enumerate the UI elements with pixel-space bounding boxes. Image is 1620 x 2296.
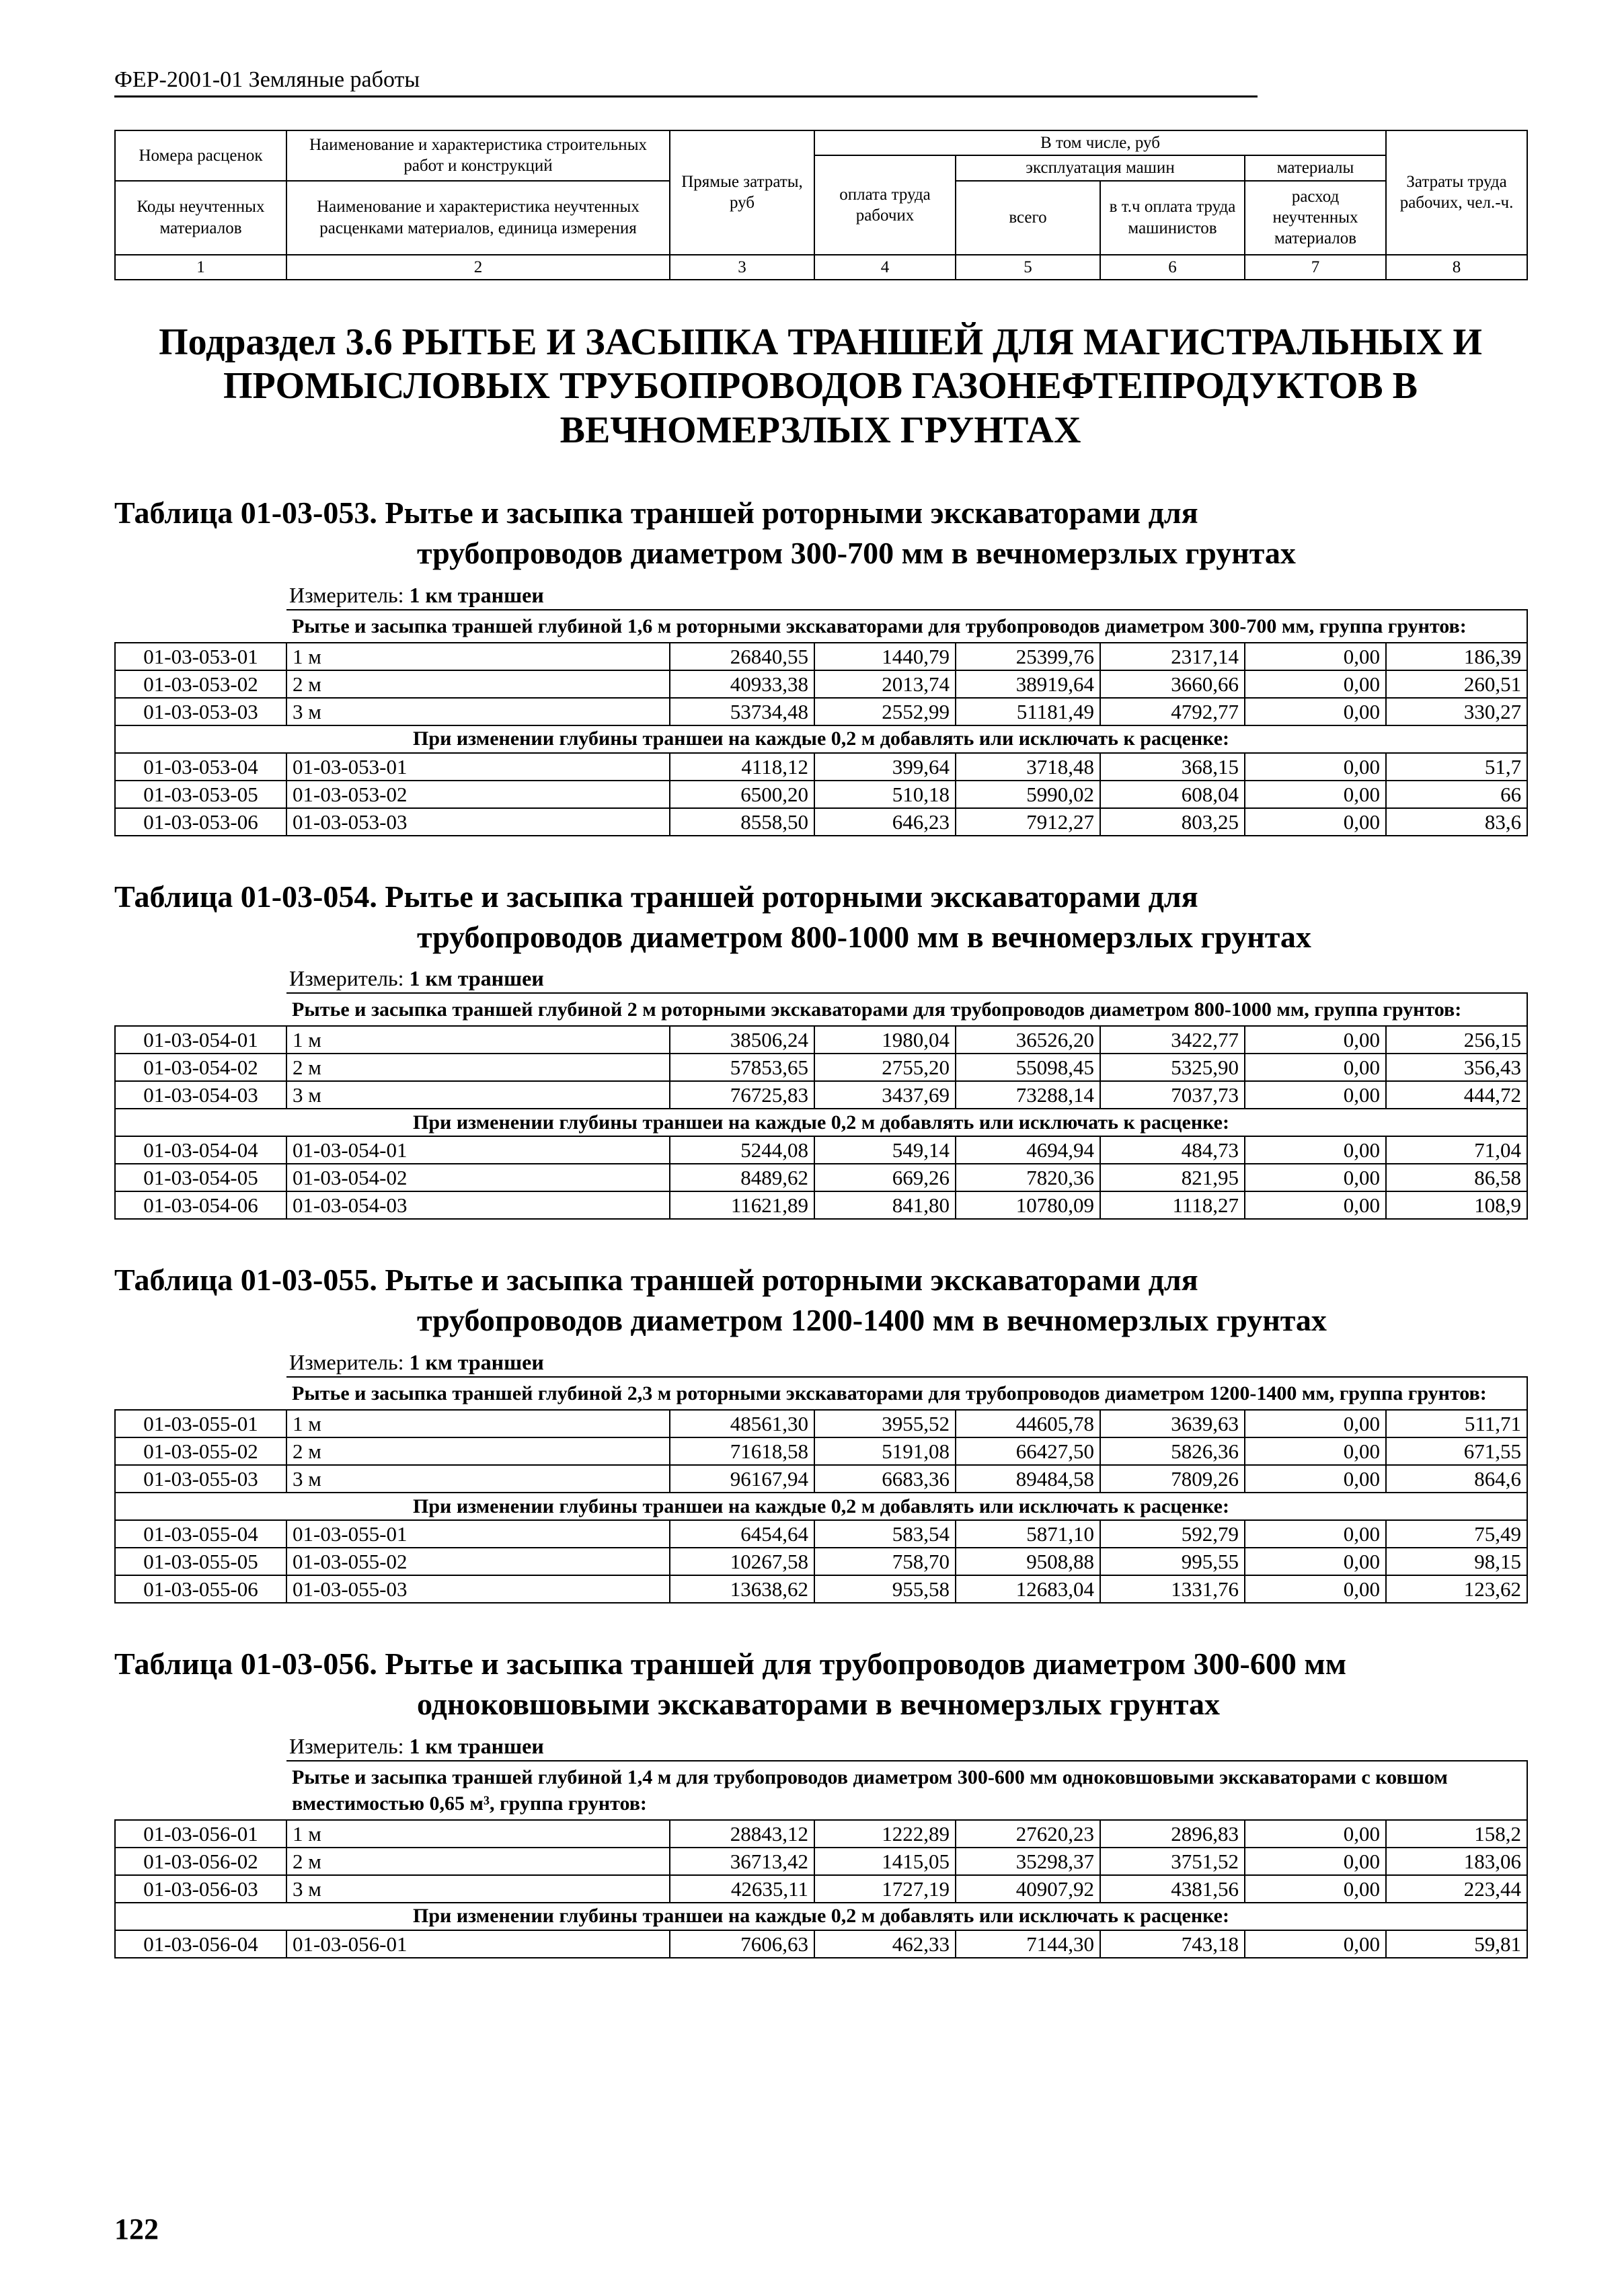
rate-value: 11621,89: [670, 1191, 814, 1219]
header-number: 1: [115, 255, 286, 280]
rate-value: 549,14: [814, 1136, 956, 1164]
table-description-row: [115, 1377, 1527, 1410]
meter-line: [289, 966, 1527, 991]
rate-value: 841,80: [814, 1191, 956, 1219]
table-title-line2: одноковшовыми экскаваторами в вечномерзлых грунтах: [417, 1686, 1221, 1721]
table-title-line1: Таблица 01-03-055. Рытье и засыпка траншей роторными экскаваторами для: [114, 1263, 1198, 1298]
rate-value: 42635,11: [670, 1875, 814, 1903]
table-row: [115, 1848, 1527, 1875]
rate-value: 3718,48: [956, 753, 1100, 781]
rate-name: 1 м: [286, 1820, 670, 1848]
rate-value: 743,18: [1100, 1930, 1245, 1958]
rate-value: 3422,77: [1100, 1026, 1245, 1054]
rate-value: 399,64: [814, 753, 956, 781]
rate-value: 5990,02: [956, 781, 1100, 808]
rate-name: 1 м: [286, 643, 670, 670]
document-page: [114, 67, 1527, 1958]
table-row: [115, 1164, 1527, 1191]
rate-value: 10267,58: [670, 1548, 814, 1575]
table-description-row: [115, 993, 1527, 1026]
rate-value: 0,00: [1245, 1136, 1386, 1164]
table-row: [115, 1520, 1527, 1548]
rate-value: 3639,63: [1100, 1410, 1245, 1437]
rate-value: 7820,36: [956, 1164, 1100, 1191]
rate-code: 01-03-054-01: [115, 1026, 286, 1054]
rate-value: 444,72: [1386, 1081, 1527, 1109]
rate-value: 995,55: [1100, 1548, 1245, 1575]
rate-value: 53734,48: [670, 698, 814, 725]
rate-code: 01-03-053-01: [115, 643, 286, 670]
table-description: Рытье и засыпка траншей глубиной 2,3 м роторными экскаваторами для трубопроводов диаметром 1200-1400 мм, группа грунтов:: [286, 1377, 1527, 1410]
rate-name: 01-03-054-02: [286, 1164, 670, 1191]
rate-value: 123,62: [1386, 1575, 1527, 1603]
rate-name: 2 м: [286, 670, 670, 698]
rate-value: 608,04: [1100, 781, 1245, 808]
rate-name: 2 м: [286, 1848, 670, 1875]
rate-value: 592,79: [1100, 1520, 1245, 1548]
table-title: [114, 1260, 1527, 1341]
rate-value: 5325,90: [1100, 1054, 1245, 1081]
rate-value: 2317,14: [1100, 643, 1245, 670]
table-row: [115, 1410, 1527, 1437]
rate-code: 01-03-053-03: [115, 698, 286, 725]
rate-value: 1440,79: [814, 643, 956, 670]
rate-value: 83,6: [1386, 808, 1527, 836]
rate-value: 0,00: [1245, 1820, 1386, 1848]
rate-value: 51,7: [1386, 753, 1527, 781]
section-title: Подраздел 3.6 РЫТЬЕ И ЗАСЫПКА ТРАНШЕЙ ДЛЯ МАГИСТРАЛЬНЫХ И ПРОМЫСЛОВЫХ ТРУБОПРОВОДОВ ГАЗОНЕФТЕПРОДУКТОВ В ВЕЧНОМЕРЗЛЫХ ГРУНТАХ: [159, 321, 1482, 451]
rate-value: 10780,09: [956, 1191, 1100, 1219]
rate-value: 864,6: [1386, 1465, 1527, 1493]
table-row: [115, 781, 1527, 808]
rate-value: 40933,38: [670, 670, 814, 698]
rate-code: 01-03-056-04: [115, 1930, 286, 1958]
table-row: [115, 1548, 1527, 1575]
rate-value: 0,00: [1245, 1191, 1386, 1219]
header-col4: оплата труда рабочих: [814, 155, 956, 254]
tables-container: [114, 493, 1527, 1958]
table-row: [115, 1875, 1527, 1903]
rate-value: 158,2: [1386, 1820, 1527, 1848]
rate-value: 186,39: [1386, 643, 1527, 670]
rate-value: 7037,73: [1100, 1081, 1245, 1109]
table-row: [115, 1081, 1527, 1109]
rate-name: 3 м: [286, 1081, 670, 1109]
rate-name: 2 м: [286, 1437, 670, 1465]
rate-value: 6500,20: [670, 781, 814, 808]
depth-note: При изменении глубины траншеи на каждые 0,2 м добавлять или исключать к расценке:: [115, 1493, 1527, 1520]
rate-value: 8558,50: [670, 808, 814, 836]
rate-value: 0,00: [1245, 1054, 1386, 1081]
meter-line: [289, 1734, 1527, 1759]
table-row: [115, 698, 1527, 725]
rate-value: 38919,64: [956, 670, 1100, 698]
rate-name: 01-03-054-03: [286, 1191, 670, 1219]
header-col5: всего: [956, 181, 1100, 255]
rate-name: 01-03-056-01: [286, 1930, 670, 1958]
header-col1-top: Номера расценок: [115, 130, 286, 181]
depth-note-row: [115, 1493, 1527, 1520]
rate-value: 484,73: [1100, 1136, 1245, 1164]
rate-code: 01-03-055-01: [115, 1410, 286, 1437]
meter-label: Измеритель:: [289, 1350, 404, 1375]
rate-value: 2552,99: [814, 698, 956, 725]
table-title: [114, 1644, 1527, 1725]
rate-value: 260,51: [1386, 670, 1527, 698]
rate-value: 4694,94: [956, 1136, 1100, 1164]
rate-value: 75,49: [1386, 1520, 1527, 1548]
rate-value: 7606,63: [670, 1930, 814, 1958]
table-row: [115, 753, 1527, 781]
rate-value: 38506,24: [670, 1026, 814, 1054]
header-col2-bottom: Наименование и характеристика неучтенных расценками материалов, единица измерения: [286, 181, 670, 255]
rate-value: 9508,88: [956, 1548, 1100, 1575]
rate-value: 96167,94: [670, 1465, 814, 1493]
rate-value: 0,00: [1245, 1081, 1386, 1109]
rate-value: 6683,36: [814, 1465, 956, 1493]
rate-value: 330,27: [1386, 698, 1527, 725]
rate-code: 01-03-055-06: [115, 1575, 286, 1603]
rate-value: 0,00: [1245, 1164, 1386, 1191]
rate-value: 3437,69: [814, 1081, 956, 1109]
table-row: [115, 1465, 1527, 1493]
rate-code: 01-03-053-02: [115, 670, 286, 698]
rate-name: 1 м: [286, 1026, 670, 1054]
header-materials: материалы: [1245, 155, 1386, 180]
rate-value: 583,54: [814, 1520, 956, 1548]
rate-table: [114, 1376, 1528, 1604]
rate-value: 0,00: [1245, 1575, 1386, 1603]
depth-note-row: [115, 1903, 1527, 1930]
table-description-row: [115, 610, 1527, 643]
rate-value: 36526,20: [956, 1026, 1100, 1054]
rate-value: 821,95: [1100, 1164, 1245, 1191]
rate-value: 368,15: [1100, 753, 1245, 781]
table-title-line1: Таблица 01-03-053. Рытье и засыпка траншей роторными экскаваторами для: [114, 496, 1198, 530]
header-col8: Затраты труда рабочих, чел.-ч.: [1386, 130, 1527, 255]
rate-value: 4792,77: [1100, 698, 1245, 725]
rate-value: 0,00: [1245, 1465, 1386, 1493]
rate-value: 66427,50: [956, 1437, 1100, 1465]
rate-code: 01-03-053-04: [115, 753, 286, 781]
rate-value: 3955,52: [814, 1410, 956, 1437]
rate-value: 76725,83: [670, 1081, 814, 1109]
table-row: [115, 643, 1527, 670]
rate-value: 55098,45: [956, 1054, 1100, 1081]
table-row: [115, 1026, 1527, 1054]
rate-value: 0,00: [1245, 808, 1386, 836]
rate-value: 48561,30: [670, 1410, 814, 1437]
meter-label: Измеритель:: [289, 582, 404, 607]
rate-value: 0,00: [1245, 1848, 1386, 1875]
table-row: [115, 1437, 1527, 1465]
rate-name: 01-03-053-01: [286, 753, 670, 781]
rate-code: 01-03-055-03: [115, 1465, 286, 1493]
rate-name: 01-03-055-02: [286, 1548, 670, 1575]
rate-code: 01-03-056-01: [115, 1820, 286, 1848]
rate-value: 6454,64: [670, 1520, 814, 1548]
rate-value: 356,43: [1386, 1054, 1527, 1081]
table-row: [115, 808, 1527, 836]
rate-value: 671,55: [1386, 1437, 1527, 1465]
rate-value: 5244,08: [670, 1136, 814, 1164]
rate-value: 0,00: [1245, 670, 1386, 698]
header-number: 5: [956, 255, 1100, 280]
meter-value: 1 км траншеи: [409, 966, 544, 991]
depth-note-row: [115, 1109, 1527, 1136]
header-number: 2: [286, 255, 670, 280]
rate-name: 01-03-053-02: [286, 781, 670, 808]
header-machines: эксплуатация машин: [956, 155, 1245, 180]
rate-value: 223,44: [1386, 1875, 1527, 1903]
table-description: Рытье и засыпка траншей глубиной 1,6 м роторными экскаваторами для трубопроводов диаметром 300-700 мм, группа грунтов:: [286, 610, 1527, 643]
rate-name: 3 м: [286, 698, 670, 725]
rate-value: 5191,08: [814, 1437, 956, 1465]
rate-value: 256,15: [1386, 1026, 1527, 1054]
rate-name: 01-03-054-01: [286, 1136, 670, 1164]
rate-value: 511,71: [1386, 1410, 1527, 1437]
rate-value: 646,23: [814, 808, 956, 836]
rate-value: 35298,37: [956, 1848, 1100, 1875]
rate-value: 44605,78: [956, 1410, 1100, 1437]
rate-value: 40907,92: [956, 1875, 1100, 1903]
rate-value: 758,70: [814, 1548, 956, 1575]
rate-code: 01-03-055-04: [115, 1520, 286, 1548]
rate-table: [114, 609, 1528, 836]
table-row: [115, 1191, 1527, 1219]
table-title-line2: трубопроводов диаметром 300-700 мм в вечномерзлых грунтах: [417, 536, 1296, 571]
rate-value: 0,00: [1245, 1875, 1386, 1903]
rate-value: 26840,55: [670, 643, 814, 670]
page-number: 122: [114, 2213, 159, 2246]
rate-value: 5826,36: [1100, 1437, 1245, 1465]
rate-value: 0,00: [1245, 1437, 1386, 1465]
rate-value: 0,00: [1245, 698, 1386, 725]
rate-value: 73288,14: [956, 1081, 1100, 1109]
meter-label: Измеритель:: [289, 966, 404, 991]
rate-value: 1118,27: [1100, 1191, 1245, 1219]
rate-code: 01-03-055-05: [115, 1548, 286, 1575]
header-number: 6: [1100, 255, 1245, 280]
table-row: [115, 1820, 1527, 1848]
table-description: Рытье и засыпка траншей глубиной 2 м роторными экскаваторами для трубопроводов диаметром 800-1000 мм, группа грунтов:: [286, 993, 1527, 1026]
depth-note-row: [115, 725, 1527, 753]
rate-value: 0,00: [1245, 1520, 1386, 1548]
header-col2-top: Наименование и характеристика строительных работ и конструкций: [286, 130, 670, 181]
meter-value: 1 км траншеи: [409, 1350, 544, 1375]
rate-value: 27620,23: [956, 1820, 1100, 1848]
rate-name: 3 м: [286, 1465, 670, 1493]
header-number: 8: [1386, 255, 1527, 280]
rate-value: 0,00: [1245, 643, 1386, 670]
rate-value: 7912,27: [956, 808, 1100, 836]
table-title: [114, 877, 1527, 957]
rate-value: 2896,83: [1100, 1820, 1245, 1848]
rate-code: 01-03-056-02: [115, 1848, 286, 1875]
rate-value: 0,00: [1245, 1930, 1386, 1958]
rate-name: 01-03-055-03: [286, 1575, 670, 1603]
rate-value: 36713,42: [670, 1848, 814, 1875]
table-row: [115, 670, 1527, 698]
rate-code: 01-03-054-03: [115, 1081, 286, 1109]
rate-code: 01-03-055-02: [115, 1437, 286, 1465]
meter-line: [289, 583, 1527, 608]
meter-value: 1 км траншеи: [409, 582, 544, 607]
rate-value: 89484,58: [956, 1465, 1100, 1493]
column-header-table: [114, 130, 1528, 280]
meter-label: Измеритель:: [289, 1733, 404, 1758]
table-row: [115, 1575, 1527, 1603]
rate-value: 510,18: [814, 781, 956, 808]
table-title-line1: Таблица 01-03-056. Рытье и засыпка траншей для трубопроводов диаметром 300-600 мм: [114, 1647, 1347, 1681]
table-row: [115, 1054, 1527, 1081]
rate-value: 57853,65: [670, 1054, 814, 1081]
rate-code: 01-03-053-05: [115, 781, 286, 808]
header-number: 4: [814, 255, 956, 280]
rate-value: 2755,20: [814, 1054, 956, 1081]
meter-line: [289, 1350, 1527, 1375]
rate-value: 1331,76: [1100, 1575, 1245, 1603]
table-title: [114, 493, 1527, 573]
rate-table: [114, 1760, 1528, 1958]
rate-value: 71618,58: [670, 1437, 814, 1465]
header-col7: расход неучтенных материалов: [1245, 181, 1386, 255]
rate-code: 01-03-054-02: [115, 1054, 286, 1081]
rate-value: 66: [1386, 781, 1527, 808]
rate-value: 2013,74: [814, 670, 956, 698]
rate-value: 5871,10: [956, 1520, 1100, 1548]
rate-value: 0,00: [1245, 1410, 1386, 1437]
header-incl: В том числе, руб: [814, 130, 1386, 155]
rate-name: 01-03-053-03: [286, 808, 670, 836]
rate-name: 01-03-055-01: [286, 1520, 670, 1548]
rate-value: 1222,89: [814, 1820, 956, 1848]
rate-value: 0,00: [1245, 1548, 1386, 1575]
rate-code: 01-03-054-05: [115, 1164, 286, 1191]
table-description-row: [115, 1761, 1527, 1820]
rate-value: 86,58: [1386, 1164, 1527, 1191]
depth-note: При изменении глубины траншеи на каждые 0,2 м добавлять или исключать к расценке:: [115, 725, 1527, 753]
rate-name: 3 м: [286, 1875, 670, 1903]
table-title-line2: трубопроводов диаметром 1200-1400 мм в вечномерзлых грунтах: [417, 1303, 1327, 1338]
table-row: [115, 1136, 1527, 1164]
header-col1-bottom: Коды неучтенных материалов: [115, 181, 286, 255]
rate-code: 01-03-053-06: [115, 808, 286, 836]
depth-note: При изменении глубины траншеи на каждые 0,2 м добавлять или исключать к расценке:: [115, 1903, 1527, 1930]
rate-value: 803,25: [1100, 808, 1245, 836]
header-col3: Прямые затраты, руб: [670, 130, 814, 255]
table-description: Рытье и засыпка траншей глубиной 1,4 м для трубопроводов диаметром 300-600 мм одноковшовыми экскаваторами с ковшом вместимостью 0,65 м³, группа грунтов:: [286, 1761, 1527, 1820]
rate-value: 1415,05: [814, 1848, 956, 1875]
running-title: ФЕР-2001-01 Земляные работы: [114, 67, 1258, 97]
rate-code: 01-03-054-06: [115, 1191, 286, 1219]
rate-value: 59,81: [1386, 1930, 1527, 1958]
rate-value: 25399,76: [956, 643, 1100, 670]
rate-value: 3660,66: [1100, 670, 1245, 698]
rate-value: 183,06: [1386, 1848, 1527, 1875]
rate-value: 13638,62: [670, 1575, 814, 1603]
header-number: 3: [670, 255, 814, 280]
rate-name: 2 м: [286, 1054, 670, 1081]
rate-value: 3751,52: [1100, 1848, 1245, 1875]
rate-value: 71,04: [1386, 1136, 1527, 1164]
header-col6: в т.ч оплата труда машинистов: [1100, 181, 1245, 255]
meter-value: 1 км траншеи: [409, 1733, 544, 1758]
rate-value: 7809,26: [1100, 1465, 1245, 1493]
rate-value: 7144,30: [956, 1930, 1100, 1958]
rate-value: 955,58: [814, 1575, 956, 1603]
rate-code: 01-03-054-04: [115, 1136, 286, 1164]
rate-value: 98,15: [1386, 1548, 1527, 1575]
rate-value: 1980,04: [814, 1026, 956, 1054]
table-title-line1: Таблица 01-03-054. Рытье и засыпка траншей роторными экскаваторами для: [114, 879, 1198, 914]
rate-value: 28843,12: [670, 1820, 814, 1848]
rate-table: [114, 992, 1528, 1220]
rate-value: 669,26: [814, 1164, 956, 1191]
table-row: [115, 1930, 1527, 1958]
rate-value: 8489,62: [670, 1164, 814, 1191]
rate-value: 51181,49: [956, 698, 1100, 725]
rate-value: 1727,19: [814, 1875, 956, 1903]
depth-note: При изменении глубины траншеи на каждые 0,2 м добавлять или исключать к расценке:: [115, 1109, 1527, 1136]
rate-value: 0,00: [1245, 781, 1386, 808]
rate-value: 4118,12: [670, 753, 814, 781]
rate-value: 0,00: [1245, 1026, 1386, 1054]
rate-value: 462,33: [814, 1930, 956, 1958]
rate-value: 12683,04: [956, 1575, 1100, 1603]
rate-value: 0,00: [1245, 753, 1386, 781]
rate-code: 01-03-056-03: [115, 1875, 286, 1903]
rate-name: 1 м: [286, 1410, 670, 1437]
rate-value: 108,9: [1386, 1191, 1527, 1219]
table-title-line2: трубопроводов диаметром 800-1000 мм в вечномерзлых грунтах: [417, 919, 1311, 954]
rate-value: 4381,56: [1100, 1875, 1245, 1903]
header-number: 7: [1245, 255, 1386, 280]
